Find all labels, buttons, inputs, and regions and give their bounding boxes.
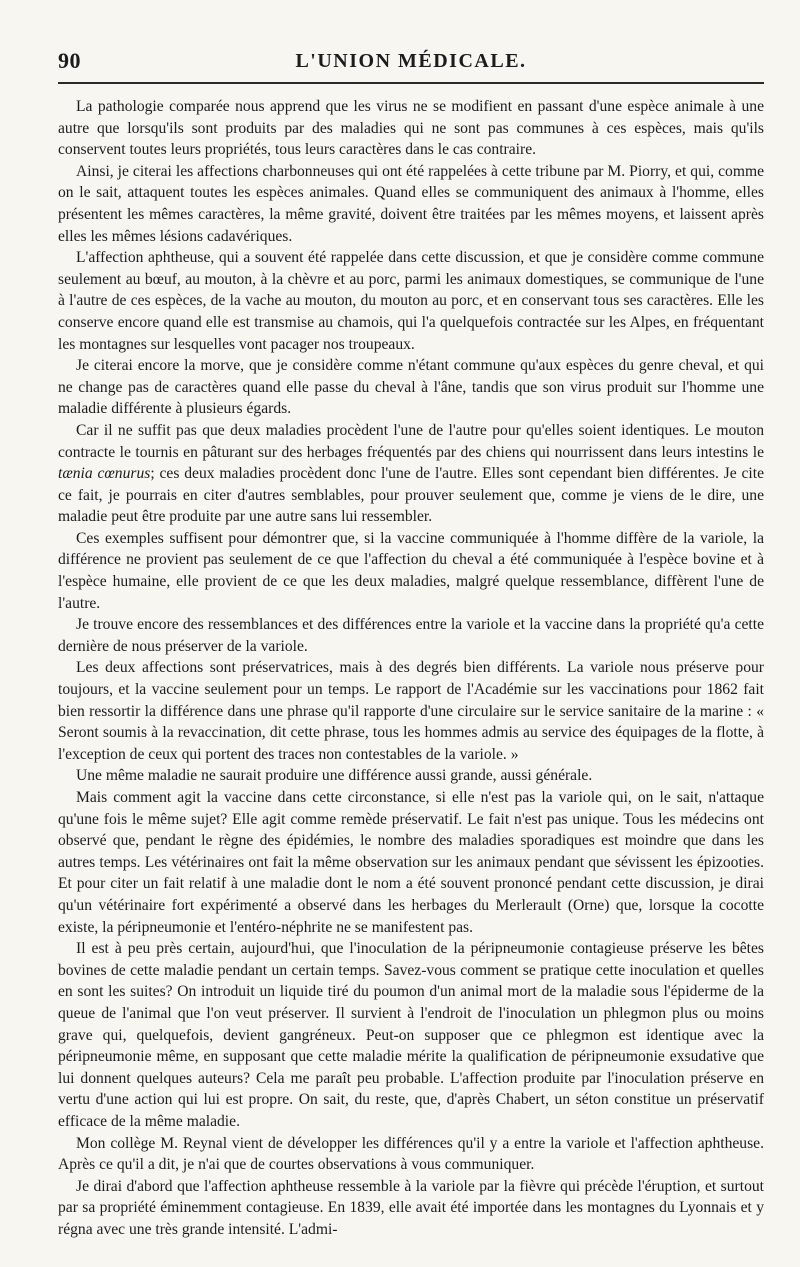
paragraph: Une même maladie ne saurait produire une différence aussi grande, aussi générale. xyxy=(76,767,593,785)
paragraph: Mon collège M. Reynal vient de développer les différences qu'il y a entre la variole et l'affection aphtheuse. Après ce qu'il a dit, je n'ai que de courtes observations à vous communiquer. xyxy=(58,1134,764,1174)
paragraph: Ainsi, je citerai les affections charbonneuses qui ont été rappelées à cette tribune par M. Piorry, et qui, comme on le sait, attaquent toutes les espèces animales. Quand elles se communiquent des animaux à l'homme, elles présentent les mêmes caractères, la même gravité, doivent être traitées par les mêmes moyens, et laissent après elles les mêmes lésions cadavériques. xyxy=(58,162,764,245)
running-head xyxy=(58,44,764,74)
latin-name: tænia cœnurus xyxy=(58,465,151,483)
body-text xyxy=(58,96,764,1240)
paragraph: Mais comment agit la vaccine dans cette circonstance, si elle n'est pas la variole qui, on le sait, n'attaque qu'une fois le même sujet? Elle agit comme remède préservatif. Le fait n'est pas unique. Tous les médecins ont observé que, pendant le règne des épidémies, le nombre des maladies sporadiques est moindre que dans les autres temps. Les vétérinaires ont fait la même observation sur les animaux pendant que sévissent les épizooties. Et pour citer un fait relatif à une maladie dont le nom a été souvent prononcé pendant cette discussion, je dirai qu'un vétérinaire fort expérimenté a observé dans les herbages du Merlerault (Orne) que, lorsque la cocotte existe, la péripneumonie et l'entéro-néphrite ne se manifestent pas. xyxy=(58,789,764,936)
journal-title: L'UNION MÉDICALE. xyxy=(295,49,527,72)
paragraph: L'affection aphtheuse, qui a souvent été rappelée dans cette discussion, et que je considère comme commune seulement au bœuf, au mouton, à la chèvre et au porc, parmi les animaux domestiques, se communique de l'une à l'autre de ces espèces, de la vache au mouton, du mouton au porc, et en conservant tous ses caractères. Elle les conserve encore quand elle est transmise au chamois, qui l'a quelquefois contractée sur les Alpes, en fréquentant les montagnes sur lesquelles vont pacager nos troupeaux. xyxy=(58,249,764,353)
paragraph: Les deux affections sont préservatrices, mais à des degrés bien différents. La variole nous préserve pour toujours, et la vaccine seulement pour un temps. Le rapport de l'Académie sur les vaccinations pour 1862 fait bien ressortir la différence dans une phrase qu'il rapporte d'une circulaire sur le service sanitaire de la marine : « Seront soumis à la revaccination, dit cette phrase, tous les hommes admis au service des équipages de la flotte, à l'exception de ceux qui portent des traces non contestables de la variole. » xyxy=(58,659,764,763)
paragraph xyxy=(58,420,764,528)
paragraph-text: ; ces deux maladies procèdent donc l'une de l'autre. Elles sont cependant bien différentes. Je cite ce fait, je pourrais en citer d'autres semblables, pour prouver seulement que, comme je viens de le dire, une maladie peut être produite par une autre sans lui ressembler. xyxy=(58,465,764,526)
paragraph: Je trouve encore des ressemblances et des différences entre la variole et la vaccine dans la propriété qu'a cette dernière de nous préserver de la variole. xyxy=(58,616,764,655)
page-number: 90 xyxy=(58,48,81,73)
paragraph: Je citerai encore la morve, que je considère comme n'étant commune qu'aux espèces du genre cheval, et qui ne change pas de caractères quand elle passe du cheval à l'âne, tandis que son virus produit sur l'homme une maladie différente à plusieurs égards. xyxy=(58,357,764,418)
paragraph: Il est à peu près certain, aujourd'hui, que l'inoculation de la péripneumonie contagieuse préserve les bêtes bovines de cette maladie pendant un certain temps. Savez-vous comment se pratique cette inoculation et quelles en sont les suites? On introduit un liquide tiré du poumon d'un animal mort de la maladie sous l'épiderme de la queue de l'animal que l'on veut préserver. Il survient à l'endroit de l'inoculation un phlegmon plus ou moins grave qui, quelquefois, devient gangréneux. Peut-on supposer que ce phlegmon est identique avec la péripneumonie même, en supposant que cette maladie mérite la qualification de péripneumonie exsudative que lui donnent quelques auteurs? Cela me paraît peu probable. L'affection produite par l'inoculation préserve en vertu d'une action qui lui est propre. On sait, du reste, que, d'après Chabert, un séton constitue un préservatif efficace de la même maladie. xyxy=(58,940,764,1130)
paragraph: Je dirai d'abord que l'affection aphtheuse ressemble à la variole par la fièvre qui précède l'éruption, et surtout par sa propriété éminemment contagieuse. En 1839, elle avait été importée dans les montagnes du Lyonnais et y régna avec une très grande intensité. L'admi- xyxy=(58,1177,764,1238)
paragraph: Ces exemples suffisent pour démontrer que, si la vaccine communiquée à l'homme diffère de la variole, la différence ne provient pas seulement de ce que l'affection du cheval a été communiquée à l'espèce bovine et à l'espèce humaine, elle provient de ce que les deux maladies, malgré quelque ressemblance, diffèrent l'une de l'autre. xyxy=(58,529,764,612)
header-rule xyxy=(58,82,764,84)
paragraph-text: Car il ne suffit pas que deux maladies procèdent l'une de l'autre pour qu'elles soient identiques. Le mouton contracte le tournis en pâturant sur des herbages fréquentés par des chiens qui nourrissent dans leurs intestins le xyxy=(58,421,764,461)
paragraph: La pathologie comparée nous apprend que les virus ne se modifient en passant d'une espèce animale à une autre que lorsqu'ils sont produits par des maladies qui ne sont pas communes à ces espèces, mais qu'ils conservent toutes leurs propriétés, tous leurs caractères dans le cas contraire. xyxy=(58,98,764,159)
